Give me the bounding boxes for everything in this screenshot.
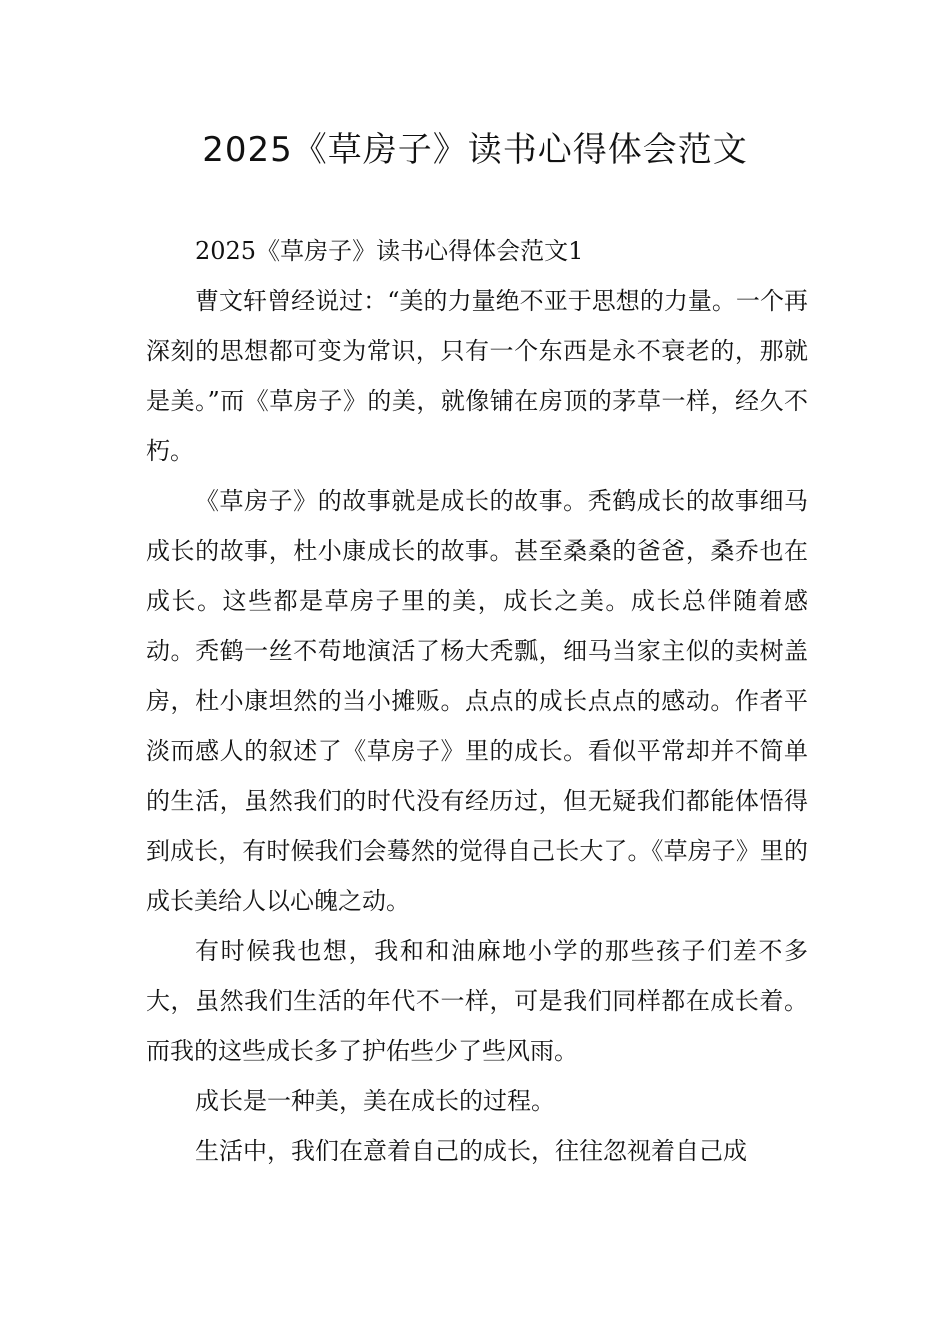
section-heading: 2025《草房子》读书心得体会范文1 <box>195 237 584 265</box>
paragraph-5: 生活中，我们在意着自己的成长，往往忽视着自己成 <box>195 1137 747 1165</box>
document-title: 2025《草房子》读书心得体会范文 <box>202 130 748 170</box>
document-body <box>146 226 808 1176</box>
paragraph-3: 有时候我也想，我和和油麻地小学的那些孩子们差不多大，虽然我们生活的年代不一样，可是我们同样都在成长着。而我的这些成长多了护佑些少了些风雨。 <box>146 937 808 1065</box>
paragraph-4: 成长是一种美，美在成长的过程。 <box>195 1087 555 1115</box>
paragraph-1: 曹文轩曾经说过：“美的力量绝不亚于思想的力量。一个再深刻的思想都可变为常识，只有一个东西是永不衰老的，那就是美。”而《草房子》的美，就像铺在房顶的茅草一样，经久不朽。 <box>146 287 808 465</box>
paragraph-2: 《草房子》的故事就是成长的故事。秃鹤成长的故事细马成长的故事，杜小康成长的故事。甚至桑桑的爸爸，桑乔也在成长。这些都是草房子里的美，成长之美。成长总伴随着感动。秃鹤一丝不苟地演活了杨大秃瓢，细马当家主似的卖树盖房，杜小康坦然的当小摊贩。点点的成长点点的感动。作者平淡而感人的叙述了《草房子》里的成长。看似平常却并不简单的生活，虽然我们的时代没有经历过，但无疑我们都能体悟得到成长，有时候我们会蓦然的觉得自己长大了。《草房子》里的成长美给人以心魄之动。 <box>146 487 808 915</box>
